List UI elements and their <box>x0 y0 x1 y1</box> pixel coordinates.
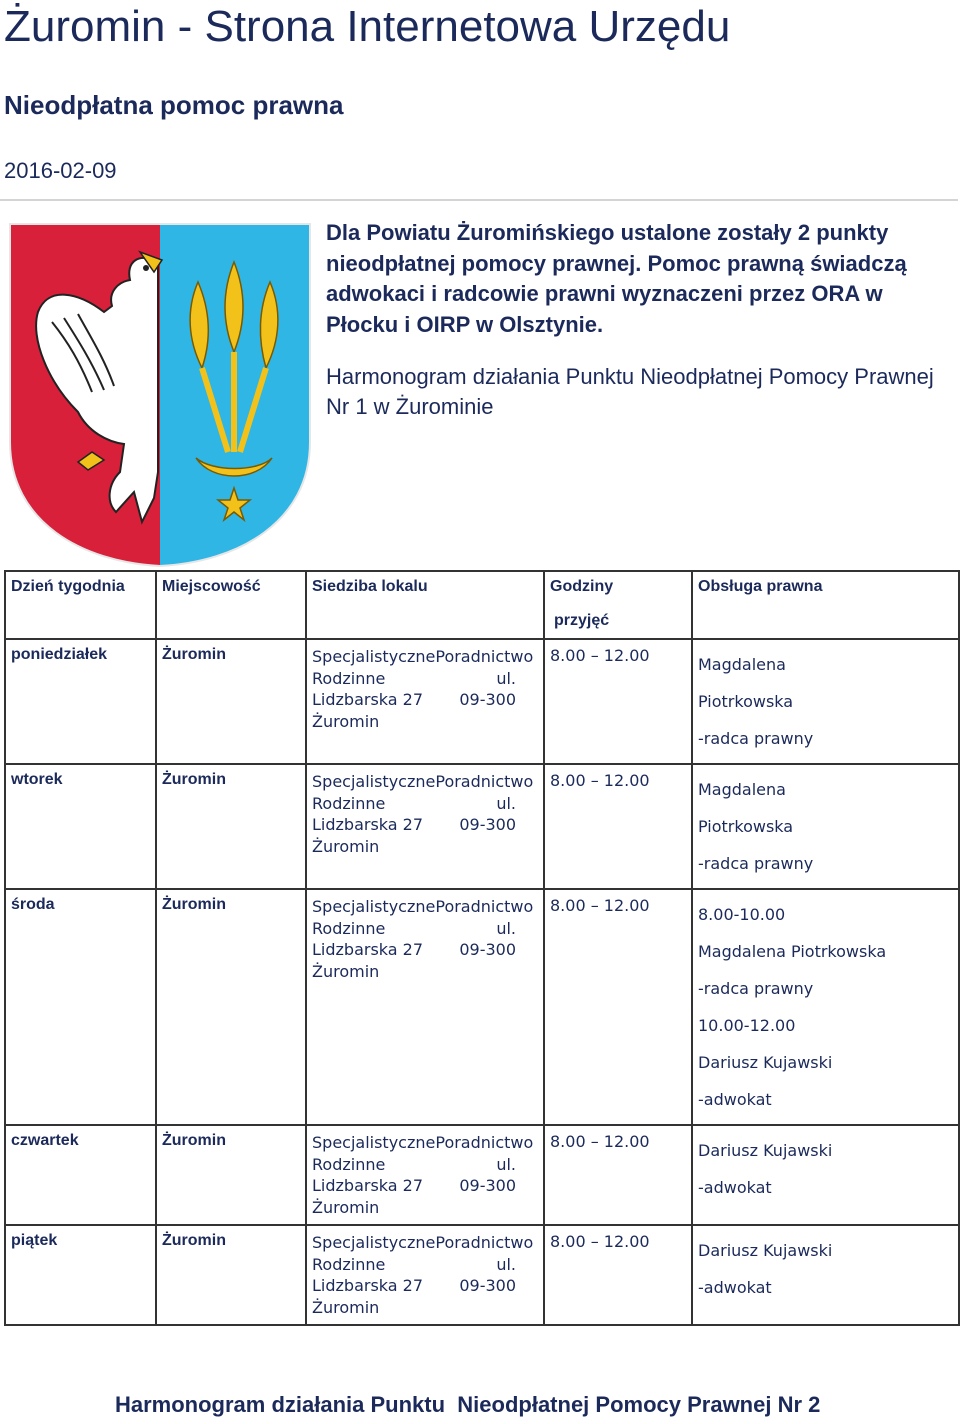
staff-line: -radca prawny <box>698 729 814 748</box>
office-line: 09-300 <box>459 690 516 709</box>
cell-day: środa <box>5 889 156 1125</box>
staff-line: Dariusz Kujawski <box>698 1053 833 1072</box>
staff-line: Piotrkowska <box>698 692 794 711</box>
table-row <box>5 764 959 889</box>
cell-hours: 8.00 – 12.00 <box>544 1225 692 1325</box>
office-line: Rodzinne <box>312 1154 386 1174</box>
office-line: ul. <box>496 668 516 688</box>
office-line: Żuromin <box>312 836 380 856</box>
office-line: ul. <box>496 1154 516 1174</box>
cell-place: Żuromin <box>156 639 306 764</box>
intro-paragraph: Dla Powiatu Żuromińskiego ustalone zostały 2 punkty nieodpłatnej pomocy prawnej. Pomoc prawną świadczą adwokaci i radcowie prawni wyznaczeni przez ORA w Płocku i OIRP w Olsztynie. <box>326 220 907 337</box>
staff-line: Dariusz Kujawski <box>698 1241 833 1260</box>
table-header-row <box>5 571 959 639</box>
office-line: Specjalistyczne <box>312 1233 436 1252</box>
staff-line: 10.00-12.00 <box>698 1016 796 1035</box>
header-office: Siedziba lokalu <box>306 571 544 639</box>
cell-place: Żuromin <box>156 1125 306 1225</box>
staff-line: 8.00-10.00 <box>698 905 786 924</box>
table-row <box>5 639 959 764</box>
office-line: Żuromin <box>312 1297 380 1317</box>
cell-office <box>306 1225 544 1325</box>
site-title: Żuromin - Strona Internetowa Urzędu <box>4 2 731 51</box>
office-line: Rodzinne <box>312 793 386 813</box>
cell-day: wtorek <box>5 764 156 889</box>
office-line: Rodzinne <box>312 668 386 688</box>
cell-office <box>306 639 544 764</box>
office-line: Specjalistyczne <box>312 772 436 791</box>
cell-hours: 8.00 – 12.00 <box>544 889 692 1125</box>
staff-line: -radca prawny <box>698 979 814 998</box>
office-line: Poradnictwo <box>435 1233 534 1252</box>
office-line: ul. <box>496 1254 516 1274</box>
office-line: Poradnictwo <box>435 897 534 916</box>
header-day: Dzień tygodnia <box>5 571 156 639</box>
header-hours-line1: Godziny <box>550 578 614 595</box>
staff-line: -adwokat <box>698 1090 772 1109</box>
cell-service <box>692 1125 959 1225</box>
cell-hours: 8.00 – 12.00 <box>544 764 692 889</box>
staff-line: Dariusz Kujawski <box>698 1141 833 1160</box>
cell-office <box>306 889 544 1125</box>
office-line: Żuromin <box>312 711 380 731</box>
schedule-heading-1: Harmonogram działania Punktu Nieodpłatnej Pomocy Prawnej Nr 1 w Żurominie <box>326 364 934 419</box>
staff-line: -adwokat <box>698 1178 772 1197</box>
cell-place: Żuromin <box>156 764 306 889</box>
office-line: Poradnictwo <box>435 772 534 791</box>
staff-line: -adwokat <box>698 1278 772 1297</box>
office-line: Lidzbarska 27 <box>312 690 424 709</box>
page-title: Nieodpłatna pomoc prawna <box>4 90 344 120</box>
cell-office <box>306 1125 544 1225</box>
header-place: Miejscowość <box>156 571 306 639</box>
cell-place: Żuromin <box>156 889 306 1125</box>
office-line: Rodzinne <box>312 918 386 938</box>
publication-date: 2016-02-09 <box>4 158 117 183</box>
table-row <box>5 1125 959 1225</box>
schedule-heading-2: Harmonogram działania Punktu Nieodpłatnej Pomocy Prawnej Nr 2 <box>115 1392 821 1417</box>
staff-line: Magdalena Piotrkowska <box>698 942 887 961</box>
header-hours-line2: przyjęć <box>554 612 610 629</box>
cell-day: piątek <box>5 1225 156 1325</box>
office-line: Żuromin <box>312 1197 380 1217</box>
table-row <box>5 889 959 1125</box>
staff-line: Piotrkowska <box>698 817 794 836</box>
cell-office <box>306 764 544 889</box>
schedule-table <box>4 570 960 1326</box>
office-line: Lidzbarska 27 <box>312 940 424 959</box>
office-line: 09-300 <box>459 1176 516 1195</box>
cell-service <box>692 889 959 1125</box>
cell-service <box>692 639 959 764</box>
cell-service <box>692 1225 959 1325</box>
office-line: Lidzbarska 27 <box>312 815 424 834</box>
office-line: Specjalistyczne <box>312 1133 436 1152</box>
coat-of-arms-image <box>8 222 312 568</box>
office-line: 09-300 <box>459 1276 516 1295</box>
cell-place: Żuromin <box>156 1225 306 1325</box>
office-line: 09-300 <box>459 940 516 959</box>
cell-service <box>692 764 959 889</box>
office-line: Poradnictwo <box>435 647 534 666</box>
cell-hours: 8.00 – 12.00 <box>544 639 692 764</box>
cell-day: czwartek <box>5 1125 156 1225</box>
office-line: Rodzinne <box>312 1254 386 1274</box>
header-service: Obsługa prawna <box>692 571 959 639</box>
office-line: Żuromin <box>312 961 380 981</box>
cell-day: poniedziałek <box>5 639 156 764</box>
office-line: Lidzbarska 27 <box>312 1176 424 1195</box>
office-line: Specjalistyczne <box>312 897 436 916</box>
header-hours <box>544 571 692 639</box>
office-line: ul. <box>496 793 516 813</box>
staff-line: Magdalena <box>698 655 786 674</box>
cell-hours: 8.00 – 12.00 <box>544 1125 692 1225</box>
office-line: Specjalistyczne <box>312 647 436 666</box>
staff-line: -radca prawny <box>698 854 814 873</box>
office-line: Lidzbarska 27 <box>312 1276 424 1295</box>
office-line: 09-300 <box>459 815 516 834</box>
office-line: Poradnictwo <box>435 1133 534 1152</box>
office-line: ul. <box>496 918 516 938</box>
staff-line: Magdalena <box>698 780 786 799</box>
table-row <box>5 1225 959 1325</box>
header-divider <box>0 199 958 201</box>
